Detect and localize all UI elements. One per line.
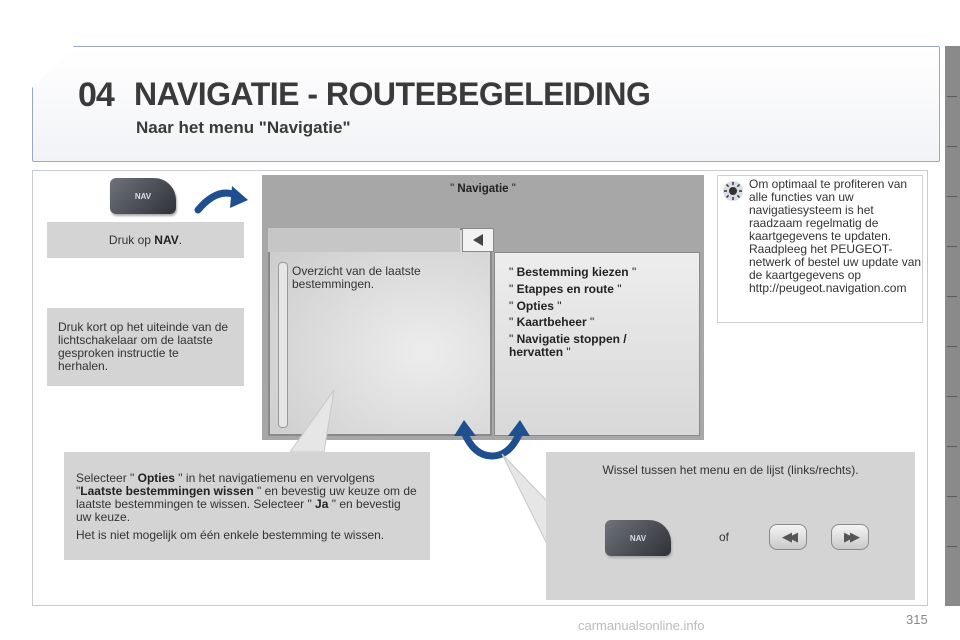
text-key: Ja	[315, 497, 329, 511]
info-text: Om optimaal te profiteren van alle functies van uw navigatiesysteem is het raadzaam regelmatig de kaartgegevens te updaten. Raadpleeg het PEUGEOT-netwerk of bestel uw update van de kaartgegevens op http://peugeot.navigation.com	[749, 177, 922, 295]
quote: "	[553, 299, 562, 313]
text-key: Laatste bestemmingen wissen	[80, 484, 254, 498]
step-clear-text	[76, 472, 418, 524]
next-glyph: ▶▶	[844, 529, 856, 544]
quote: "	[509, 282, 517, 296]
watermark: carmanualsonline.info	[578, 618, 705, 633]
menu-item-bestemming-kiezen[interactable]	[509, 266, 694, 279]
step-clear-destinations	[64, 452, 430, 560]
screen-title	[262, 183, 704, 195]
menu-item-kaartbeheer[interactable]	[509, 316, 694, 329]
step-text-suffix: .	[178, 233, 183, 247]
scrollbar[interactable]	[278, 262, 288, 428]
chapter-sidebar	[945, 46, 960, 606]
quote: "	[509, 332, 517, 346]
previous-icon	[769, 524, 807, 550]
menu-item-label: Kaartbeheer	[516, 315, 587, 329]
nav-button-label: NAV	[629, 533, 647, 543]
nav-button-label: NAV	[134, 191, 152, 201]
callout-pointer	[290, 388, 340, 460]
callout-pointer-right	[500, 452, 550, 548]
menu-item-label: Opties	[516, 299, 554, 313]
step-text: Druk op	[108, 233, 155, 247]
quote: "	[509, 299, 517, 313]
quote: "	[586, 315, 595, 329]
quote: "	[509, 265, 517, 279]
menu-item-etappes-en-route[interactable]	[509, 283, 694, 296]
quote: "	[563, 345, 571, 359]
text-part: Selecteer "	[76, 471, 138, 485]
screen-left-text: Overzicht van de laatste bestemmingen.	[292, 264, 421, 291]
text-part: " in het navigatiemenu en vervolgens "	[76, 471, 375, 498]
page-number: 315	[906, 612, 928, 627]
text-key: Opties	[137, 471, 175, 485]
menu-item-label: Bestemming kiezen	[516, 265, 629, 279]
menu-item-label: Etappes en route	[516, 282, 614, 296]
screen-tab	[268, 228, 460, 252]
step-key: NAV	[154, 233, 179, 247]
chapter-number: 04	[78, 76, 114, 114]
screen-title-label: Navigatie	[457, 183, 509, 195]
back-arrow-icon[interactable]	[462, 228, 494, 252]
step-repeat-text: Druk kort op het uiteinde van de lichtschakelaar om de laatste gesproken instructie te herhalen.	[58, 320, 229, 373]
page-title: NAVIGATIE - ROUTEBEGELEIDING	[134, 76, 651, 112]
curved-arrow-icon	[194, 180, 250, 216]
previous-glyph: ◀◀	[782, 529, 794, 544]
text-part: " en bevestig uw keuze om de laatste bestemmingen te wissen. Selecteer "	[76, 484, 417, 511]
page-subtitle: Naar het menu "Navigatie"	[136, 118, 351, 137]
menu-item-label: Navigatie stoppen / hervatten	[509, 332, 627, 359]
quote: "	[509, 315, 517, 329]
switch-text: Wissel tussen het menu en de lijst (links/rechts).	[602, 463, 859, 477]
quote: "	[508, 183, 516, 195]
tip-sun-icon	[722, 180, 744, 202]
quote: "	[628, 265, 637, 279]
or-text: of	[719, 530, 730, 544]
step-press-nav	[47, 222, 244, 258]
quote: "	[613, 282, 622, 296]
step-clear-note: Het is niet mogelijk om één enkele bestemming te wissen.	[76, 528, 385, 542]
nav-button-2	[605, 520, 671, 556]
quote: "	[450, 183, 458, 195]
menu-item-opties[interactable]	[509, 300, 694, 313]
text-part: " en bevestig uw keuze.	[76, 497, 401, 524]
nav-button	[110, 178, 176, 214]
menu-item-navigatie-stoppen[interactable]	[509, 333, 679, 359]
next-icon	[831, 524, 869, 550]
step-repeat-instruction	[47, 308, 244, 386]
